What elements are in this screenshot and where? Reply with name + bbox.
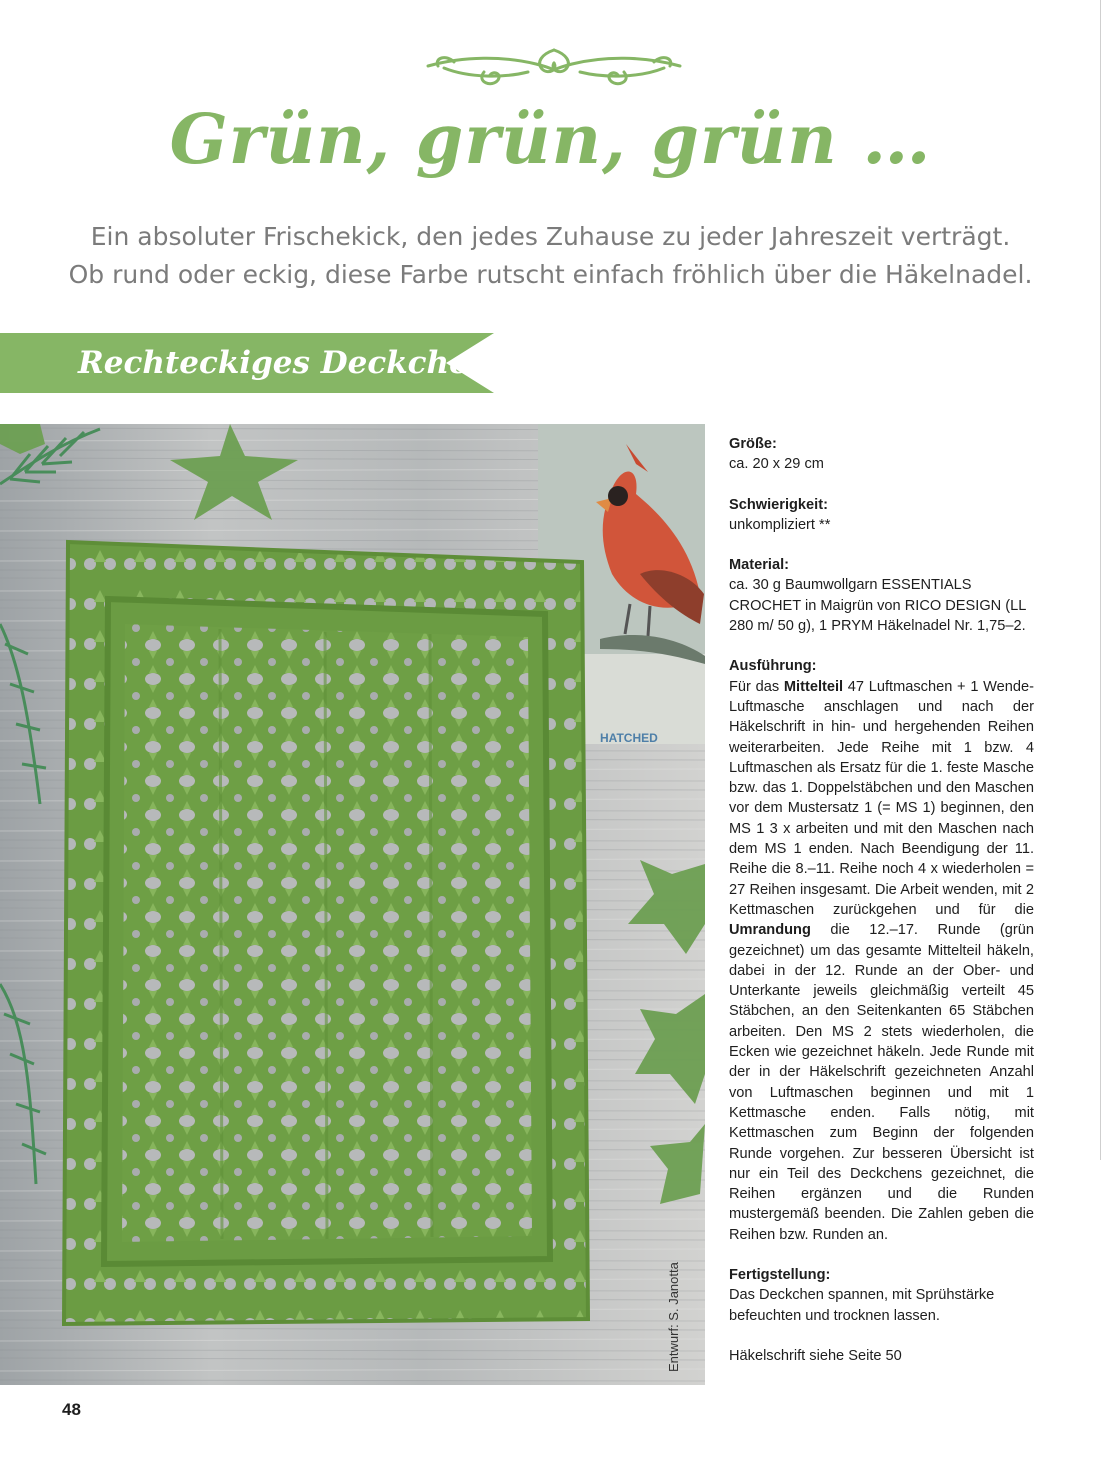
- flourish-ornament-icon: [424, 42, 684, 92]
- material-value: ca. 30 g Baumwollgarn ESSENTIALS CROCHET in Maigrün von RICO DESIGN (LL 280 m/ 50 g), 1 PRYM Häkelnadel Nr. 1,75–2.: [729, 577, 1026, 635]
- crochet-doily: [64, 542, 588, 1324]
- page-subtitle: [0, 218, 1101, 294]
- subtitle-line: Ein absoluter Frischekick, den jedes Zuhause zu jeder Jahreszeit verträgt.: [90, 222, 1011, 251]
- finishing-heading: Fertigstellung:: [729, 1266, 831, 1283]
- size-section: [729, 434, 1034, 475]
- subtitle-line: Ob rund oder eckig, diese Farbe rutscht einfach fröhlich über die Häkelnadel.: [68, 260, 1033, 289]
- difficulty-value: unkompliziert **: [729, 516, 831, 533]
- size-value: ca. 20 x 29 cm: [729, 456, 824, 473]
- execution-text-part: die 12.–17. Runde (grün gezeichnet) um das gesamte Mittelteil häkeln, dabei in der 12. Runde an der Ober- und Unterkante jeweils gleichmäßig verteilt 45 Stäbchen, an den Seitenkanten 65 Stäbchen arbeiten. Den MS 2 stets wiederholen, die Ecken wie gezeichnet häkeln. Jede Runde mit der in der Häkelschrift gezeichneten Anzahl von Luftmaschen beginnen und mit 1 Kettmasche enden. Falls nötig, mit Kettmaschen zum Beginn der folgenden Runde vorgehen. Zur besseren Übersicht ist nur ein Teil des Deckchens gezeichnet, die Reihen ergänzen und die Runden mustergemäß beenden. Die Zahlen geben die Reihen bzw. Runden an.: [729, 922, 1034, 1243]
- execution-heading: Ausführung:: [729, 658, 817, 675]
- doily-photo-illustration: [0, 424, 705, 1385]
- page-number: 48: [62, 1400, 81, 1419]
- material-heading: Material:: [729, 557, 790, 574]
- finishing-value: Das Deckchen spannen, mit Sprühstärke befeuchten und trocknen lassen.: [729, 1287, 995, 1324]
- material-section: [729, 555, 1034, 636]
- page-title: Grün, grün, grün …: [169, 100, 932, 180]
- execution-bold-term: Umrandung: [729, 922, 811, 939]
- difficulty-heading: Schwierigkeit:: [729, 496, 828, 513]
- execution-section: [729, 656, 1034, 1245]
- instructions-column: [729, 434, 1034, 1366]
- photo-credit: Entwurf: S. Janotta: [666, 1262, 681, 1372]
- card-text: HATCHED: [600, 731, 658, 745]
- execution-bold-term: Mittelteil: [783, 678, 844, 695]
- section-banner-label: Rechteckiges Deckchen: [78, 345, 492, 381]
- execution-text-part: Für das: [729, 678, 784, 695]
- doily-photo: [0, 424, 705, 1385]
- finishing-section: [729, 1265, 1034, 1326]
- chart-reference: Häkelschrift siehe Seite 50: [729, 1347, 902, 1364]
- size-heading: Größe:: [729, 436, 777, 452]
- difficulty-section: [729, 495, 1034, 536]
- execution-text-part: 47 Luftmaschen + 1 Wende-Luftmasche anschlagen und nach der Häkelschrift in hin- und hergehenden Reihen weiterarbeiten. Jede Reihe mit 1 bzw. 4 Luftmaschen als Ersatz für die 1. feste Masche bzw. das 1. Doppelstäbchen und den Maschen vor dem Mustersatz 1 (= MS 1) beginnen, den MS 1 3 x arbeiten und mit den Maschen nach dem MS 1 enden. Nach Beendigung der 11. Reihe die 8.–11. Reihe noch 4 x wiederholen = 27 Reihen insgesamt. Die Arbeit wenden, mit 2 Kettmaschen zurückgehen und für die: [729, 678, 1034, 918]
- execution-text: [729, 677, 1034, 1245]
